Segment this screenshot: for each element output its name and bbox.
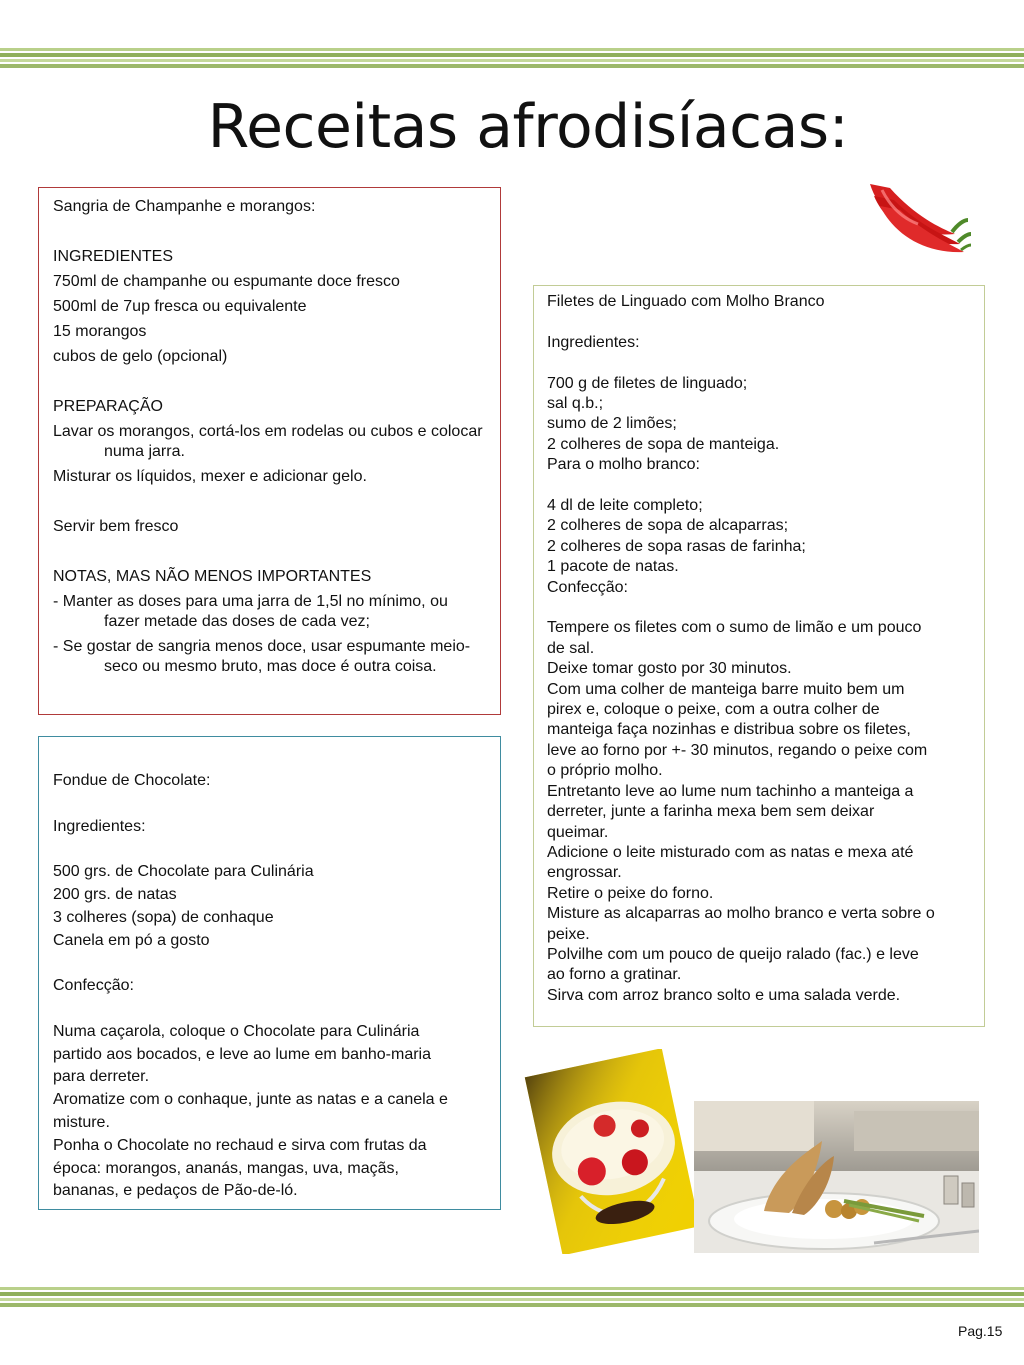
linguado-ingredients-heading: Ingredientes: [547,333,640,351]
fondue-step-line: Aromatize com o conhaque, junte as natas e a canela e [53,1091,448,1109]
sangria-recipe-box [38,187,501,715]
sangria-serve-note: Servir bem fresco [53,518,179,535]
fondue-step-line: partido aos bocados, e leve ao lume em banho-maria [53,1045,431,1063]
sangria-ingredients-heading: INGREDIENTES [53,248,174,265]
fondue-ingredient: 200 grs. de natas [53,885,177,903]
linguado-sauce-heading: Para o molho branco: [547,456,700,474]
linguado-step-line: pirex e, coloque o peixe, com a outra colher de [547,701,880,719]
fondue-ingredients-heading: Ingredientes: [53,817,146,835]
linguado-step-line: Misture as alcaparras ao molho branco e verta sobre o [547,905,935,923]
bottom-decorative-stripes [0,1287,1024,1309]
sangria-step: Lavar os morangos, cortá-los em rodelas ou cubos e colocar numa jarra. [53,423,487,460]
fondue-step-line: para derreter. [53,1068,150,1086]
fondue-step-line: época: morangos, ananás, mangas, uva, maçãs, [53,1159,399,1177]
linguado-step-line: Retire o peixe do forno. [547,884,714,902]
fondue-recipe-box [38,736,501,1210]
fondue-ingredient: Canela em pó a gosto [53,931,210,949]
linguado-step-line: o próprio molho. [547,762,663,780]
fondue-method-heading: Confecção: [53,977,134,995]
linguado-step-line: manteiga faça nozinhas e distribua sobre os filetes, [547,721,911,739]
linguado-step-line: Adicione o leite misturado com as natas e mexa até [547,843,914,861]
sangria-ingredient: cubos de gelo (opcional) [53,348,228,365]
linguado-step-line: engrossar. [547,864,622,882]
fondue-step-line: Ponha o Chocolate no rechaud e sirva com frutas da [53,1136,427,1154]
linguado-step-line: Deixe tomar gosto por 30 minutos. [547,660,792,678]
sangria-notes-heading: NOTAS, MAS NÃO MENOS IMPORTANTES [53,568,372,585]
sangria-ingredient: 750ml de champanhe ou espumante doce fresco [53,273,400,290]
linguado-step-line: leve ao forno por +- 30 minutos, regando o peixe com [547,741,928,759]
sangria-note: - Se gostar de sangria menos doce, usar espumante meio-seco ou mesmo bruto, mas doce é outra coisa. [53,638,471,675]
strawberry-dessert-photo [522,1049,700,1254]
fondue-title: Fondue de Chocolate: [53,772,211,789]
fish-dish-photo [694,1101,979,1253]
fondue-step-line: misture. [53,1113,110,1131]
linguado-sauce-ingredient: 4 dl de leite completo; [547,497,703,515]
sangria-preparation-heading: PREPARAÇÃO [53,398,163,415]
linguado-ingredient: sal q.b.; [547,395,604,412]
sangria-ingredient: 500ml de 7up fresca ou equivalente [53,298,307,315]
linguado-step-line: Tempere os filetes com o sumo de limão e um pouco [547,619,922,637]
linguado-sauce-ingredient: 2 colheres de sopa rasas de farinha; [547,537,806,555]
linguado-ingredient: 2 colheres de sopa de manteiga. [547,435,780,453]
linguado-ingredient: 700 g de filetes de linguado; [547,374,748,392]
fondue-step-line: Numa caçarola, coloque o Chocolate para Culinária [53,1022,420,1040]
chili-pepper-icon [860,176,972,254]
linguado-step-line: ao forno a gratinar. [547,966,682,984]
linguado-title: Filetes de Linguado com Molho Branco [547,293,825,310]
linguado-step-line: derreter, junte a farinha mexa bem sem deixar [547,803,875,821]
fondue-step-line: bananas, e pedaços de Pão-de-ló. [53,1182,298,1200]
top-decorative-stripes [0,48,1024,70]
linguado-step-line: Sirva com arroz branco solto e uma salada verde. [547,986,901,1004]
linguado-step-line: Entretanto leve ao lume num tachinho a manteiga a [547,782,914,800]
linguado-ingredient: sumo de 2 limões; [547,415,677,433]
linguado-sauce-ingredient: 1 pacote de natas. [547,558,679,576]
sangria-note: - Manter as doses para uma jarra de 1,5l no mínimo, ou fazer metade das doses de cada vez; [53,593,453,630]
linguado-step-line: Polvilhe com um pouco de queijo ralado (fac.) e leve [547,945,919,963]
sangria-title: Sangria de Champanhe e morangos: [53,198,316,215]
sangria-ingredient: 15 morangos [53,323,147,340]
linguado-sauce-ingredient: 2 colheres de sopa de alcaparras; [547,517,789,535]
page-number: Pag.15 [958,1323,1003,1339]
linguado-step-line: de sal. [547,639,595,657]
linguado-method-heading: Confecção: [547,578,628,596]
fondue-ingredient: 500 grs. de Chocolate para Culinária [53,863,314,881]
page-title: Receitas afrodisíacas: [207,92,849,162]
linguado-step-line: queimar. [547,823,609,841]
linguado-step-line: peixe. [547,925,590,943]
fondue-ingredient: 3 colheres (sopa) de conhaque [53,908,274,926]
sangria-step: Misturar os líquidos, mexer e adicionar gelo. [53,468,367,485]
linguado-step-line: Com uma colher de manteiga barre muito bem um [547,680,905,698]
linguado-recipe-box [533,285,985,1027]
